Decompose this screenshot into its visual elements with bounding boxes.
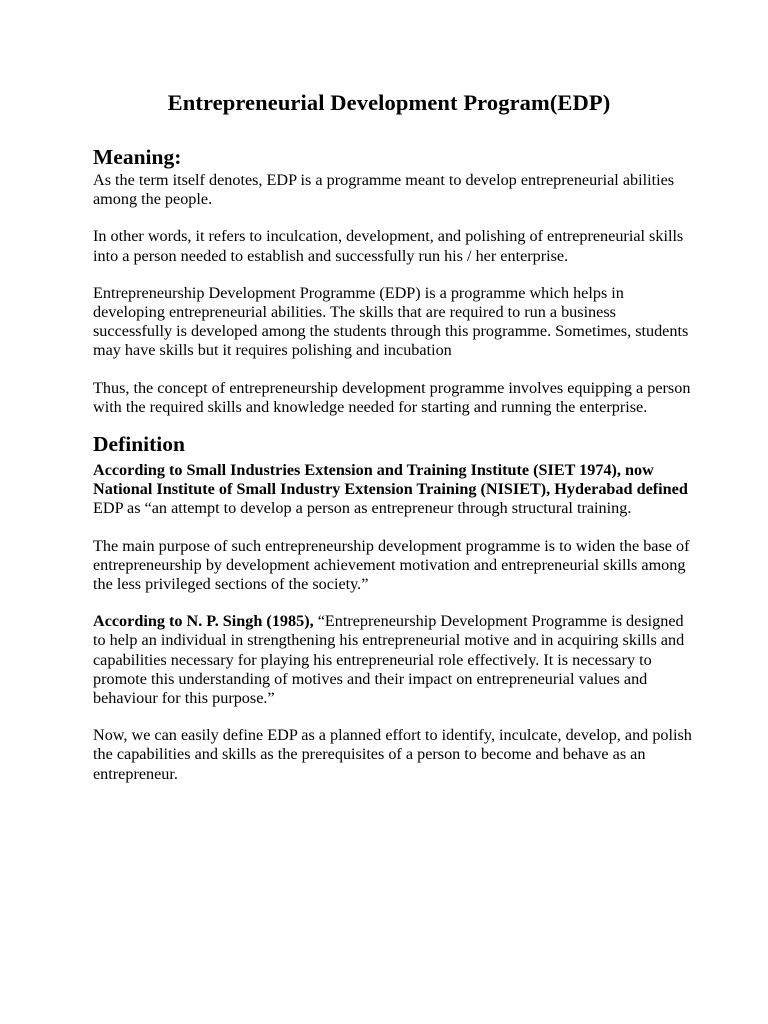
siet-definition-text: EDP as “an attempt to develop a person as entrepreneur through structural training. xyxy=(93,499,632,518)
meaning-paragraph-4: Thus, the concept of entrepreneurship development programme involves equipping a person with the required skills and knowledge needed for starting and running the enterprise. xyxy=(93,378,691,416)
siet-citation: According to Small Industries Extension and Training Institute (SIET 1974), now National Institute of Small Industry Extension Training (NISIET), Hyderabad defined xyxy=(93,461,688,499)
definition-heading: Definition xyxy=(93,432,185,457)
document-title: Entrepreneurial Development Program(EDP) xyxy=(167,90,611,115)
definition-paragraph-3 xyxy=(93,612,693,708)
document-body xyxy=(93,88,693,802)
definition-paragraph-2: The main purpose of such entrepreneurship development programme is to widen the base of entrepreneurship by development achievement motivation and entrepreneurial skills among the less privileged sections of the society.” xyxy=(93,536,690,594)
singh-citation: According to N. P. Singh (1985), xyxy=(93,612,314,631)
singh-definition-text: “Entrepreneurship Development Programme is designed to help an individual in strengthening his entrepreneurial motive and in acquiring skills and capabilities necessary for playing his entrepreneurial role effectively. It is necessary to promote this understanding of motives and their impact on entrepreneurial values and behaviour for this purpose.” xyxy=(93,612,685,708)
definition-paragraph-4: Now, we can easily define EDP as a planned effort to identify, inculcate, develop, and polish the capabilities and skills as the prerequisites of a person to become and behave as an entrepreneur. xyxy=(93,726,692,783)
meaning-paragraph-1: As the term itself denotes, EDP is a programme meant to develop entrepreneurial abilities among the people. xyxy=(93,171,675,209)
meaning-paragraph-3: Entrepreneurship Development Programme (EDP) is a programme which helps in developing entrepreneurial abilities. The skills that are required to run a business successfully is developed among the students through this programme. Sometimes, students may have skills but it requires polishing and incubation xyxy=(93,283,689,360)
definition-paragraph-1 xyxy=(93,461,693,519)
meaning-paragraph-2: In other words, it refers to inculcation, development, and polishing of entrepreneurial skills into a person needed to establish and successfully run his / her enterprise. xyxy=(93,227,684,265)
meaning-heading: Meaning: xyxy=(93,145,182,169)
